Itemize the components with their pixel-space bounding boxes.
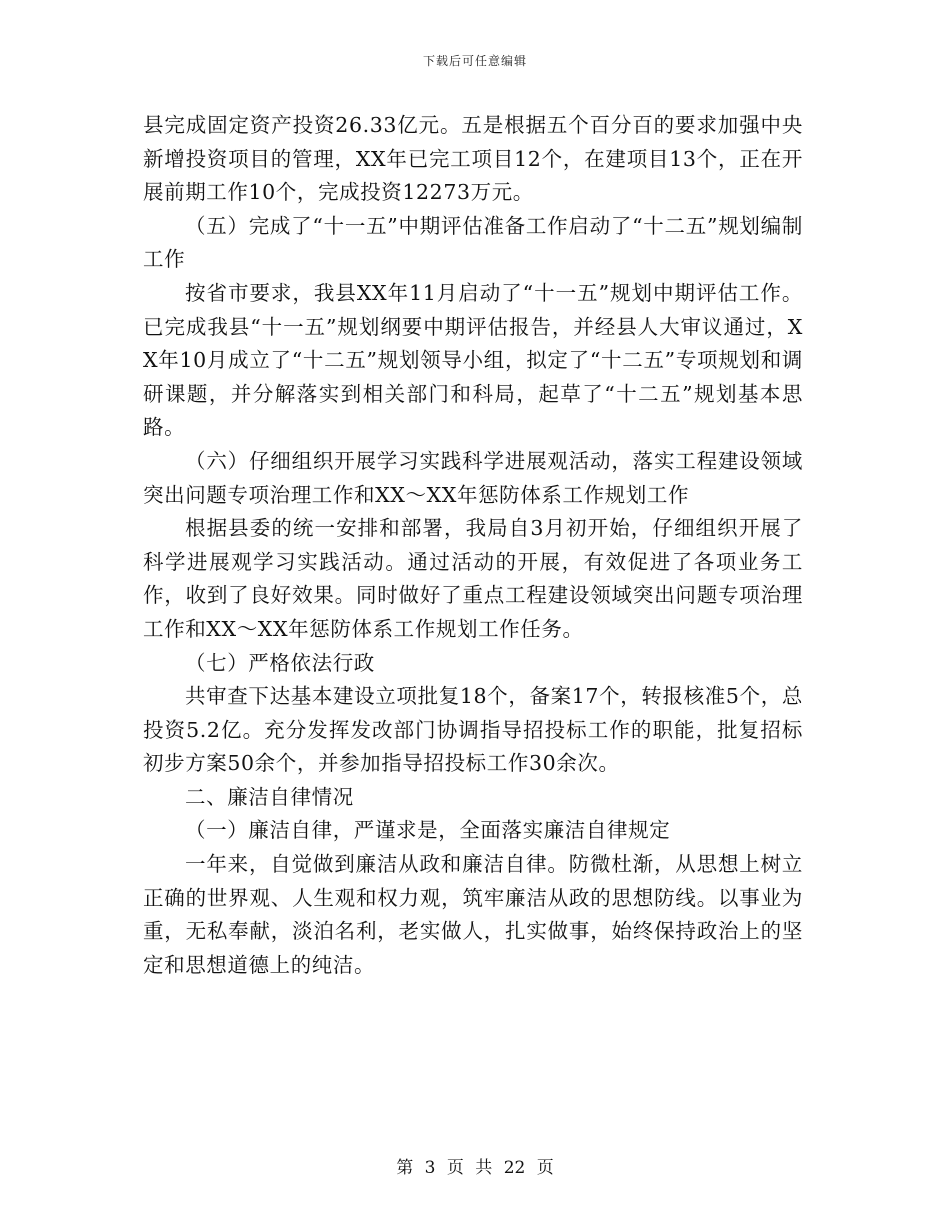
heading-section-five: （五）完成了“十一五”中期评估准备工作启动了“十二五”规划编制工作 xyxy=(143,213,803,272)
page-number-footer: 第 3 页 共 22 页 xyxy=(396,1158,554,1178)
paragraph-self-discipline: 一年来，自觉做到廉洁从政和廉洁自律。防微杜渐，从思想上树立正确的世界观、人生观和权力观，筑牢廉洁从政的思想防线。以事业为重，无私奉献，淡泊名利，老实做人，扎实做事，始终保持政治上的坚定和思想道德上的纯洁。 xyxy=(143,852,803,977)
paragraph-practice-activity: 根据县委的统一安排和部署，我局自3月初开始，仔细组织开展了科学进展观学习实践活动。通过活动的开展，有效促进了各项业务工作，收到了良好效果。同时做好了重点工程建设领域突出问题专项治理工作和XX～XX年惩防体系工作规划工作任务。 xyxy=(143,516,803,641)
heading-section-seven: （七）严格依法行政 xyxy=(185,650,375,675)
document-body xyxy=(143,109,803,982)
heading-part-two: 二、廉洁自律情况 xyxy=(185,784,354,809)
page-header-note: 下载后可任意编辑 xyxy=(422,54,527,68)
heading-part-two-item-one: （一）廉洁自律，严谨求是，全面落实廉洁自律规定 xyxy=(185,818,671,843)
heading-section-six: （六）仔细组织开展学习实践科学进展观活动，落实工程建设领域突出问题专项治理工作和XX～XX年惩防体系工作规划工作 xyxy=(143,448,803,507)
paragraph-project-approvals: 共审查下达基本建设立项批复18个，备案17个，转报核准5个，总投资5.2亿。充分发挥发改部门协调指导招投标工作的职能，批复招标初步方案50余个，并参加指导招投标工作30余次。 xyxy=(143,684,803,776)
paragraph-mid-term-evaluation: 按省市要求，我县XX年11月启动了“十一五”规划中期评估工作。已完成我县“十一五”规划纲要中期评估报告，并经县人大审议通过，XX年10月成立了“十二五”规划领导小组，拟定了“十二五”专项规划和调研课题，并分解落实到相关部门和科局，起草了“十二五”规划基本思路。 xyxy=(143,280,803,440)
paragraph-investment-summary: 县完成固定资产投资26.33亿元。五是根据五个百分百的要求加强中央新增投资项目的管理，XX年已完工项目12个，在建项目13个，正在开展前期工作10个，完成投资12273万元。 xyxy=(143,113,803,205)
